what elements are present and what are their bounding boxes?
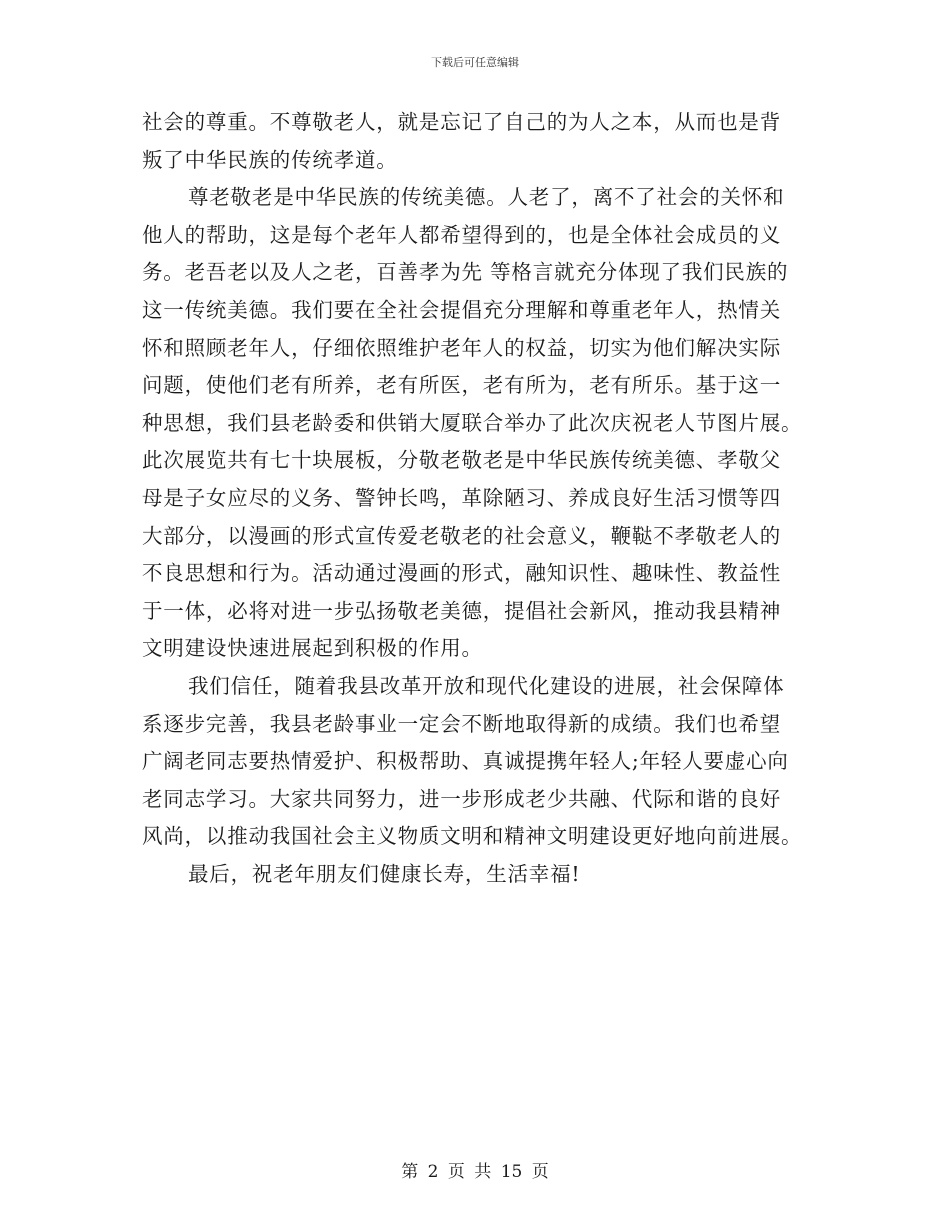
page-header: 下载后可任意编辑 bbox=[431, 56, 519, 69]
paragraph-start-line: 最后，祝老年朋友们健康长寿，生活幸福! bbox=[188, 861, 581, 886]
text-line: 叛了中华民族的传统孝道。 bbox=[142, 147, 398, 172]
text-line: 务。老吾老以及人之老，百善孝为先 等格言就充分体现了我们民族的 bbox=[142, 260, 789, 285]
paragraph-start-line: 尊老敬老是中华民族的传统美德。人老了，离不了社会的关怀和 bbox=[188, 185, 785, 210]
text-line: 这一传统美德。我们要在全社会提倡充分理解和尊重老年人，热情关 bbox=[142, 297, 781, 322]
text-line: 不良思想和行为。活动通过漫画的形式，融知识性、趣味性、教益性 bbox=[142, 561, 781, 586]
text-line: 风尚，以推动我国社会主义物质文明和精神文明建设更好地向前进展。 bbox=[142, 824, 803, 849]
text-line: 文明建设快速进展起到积极的作用。 bbox=[142, 636, 483, 661]
text-line: 广阔老同志要热情爱护、积极帮助、真诚提携年轻人;年轻人要虚心向 bbox=[142, 749, 789, 774]
text-line: 大部分，以漫画的形式宣传爱老敬老的社会意义，鞭鞑不孝敬老人的 bbox=[142, 523, 781, 548]
page-footer: 第 2 页 共 15 页 bbox=[401, 1162, 549, 1182]
text-line: 母是子女应尽的义务、警钟长鸣，革除陋习、养成良好生活习惯等四 bbox=[142, 485, 781, 510]
text-line: 于一体，必将对进一步弘扬敬老美德，提倡社会新风，推动我县精神 bbox=[142, 598, 781, 623]
text-line: 社会的尊重。不尊敬老人，就是忘记了自己的为人之本，从而也是背 bbox=[142, 110, 781, 134]
text-line: 此次展览共有七十块展板，分敬老敬老是中华民族传统美德、孝敬父 bbox=[142, 448, 781, 473]
paragraph-start-line: 我们信任，随着我县改革开放和现代化建设的进展，社会保障体 bbox=[188, 673, 785, 698]
text-line: 老同志学习。大家共同努力，进一步形成老少共融、代际和谐的良好 bbox=[142, 786, 781, 811]
text-line: 种思想，我们县老龄委和供销大厦联合举办了此次庆祝老人节图片展。 bbox=[142, 410, 803, 435]
text-line: 问题，使他们老有所养，老有所医，老有所为，老有所乐。基于这一 bbox=[142, 373, 781, 398]
text-line: 系逐步完善，我县老龄事业一定会不断地取得新的成绩。我们也希望 bbox=[142, 711, 781, 736]
text-line: 他人的帮助，这是每个老年人都希望得到的，也是全体社会成员的义 bbox=[142, 222, 781, 247]
document-body bbox=[142, 104, 810, 893]
text-line: 怀和照顾老年人，仔细依照维护老年人的权益，切实为他们解决实际 bbox=[142, 335, 781, 360]
